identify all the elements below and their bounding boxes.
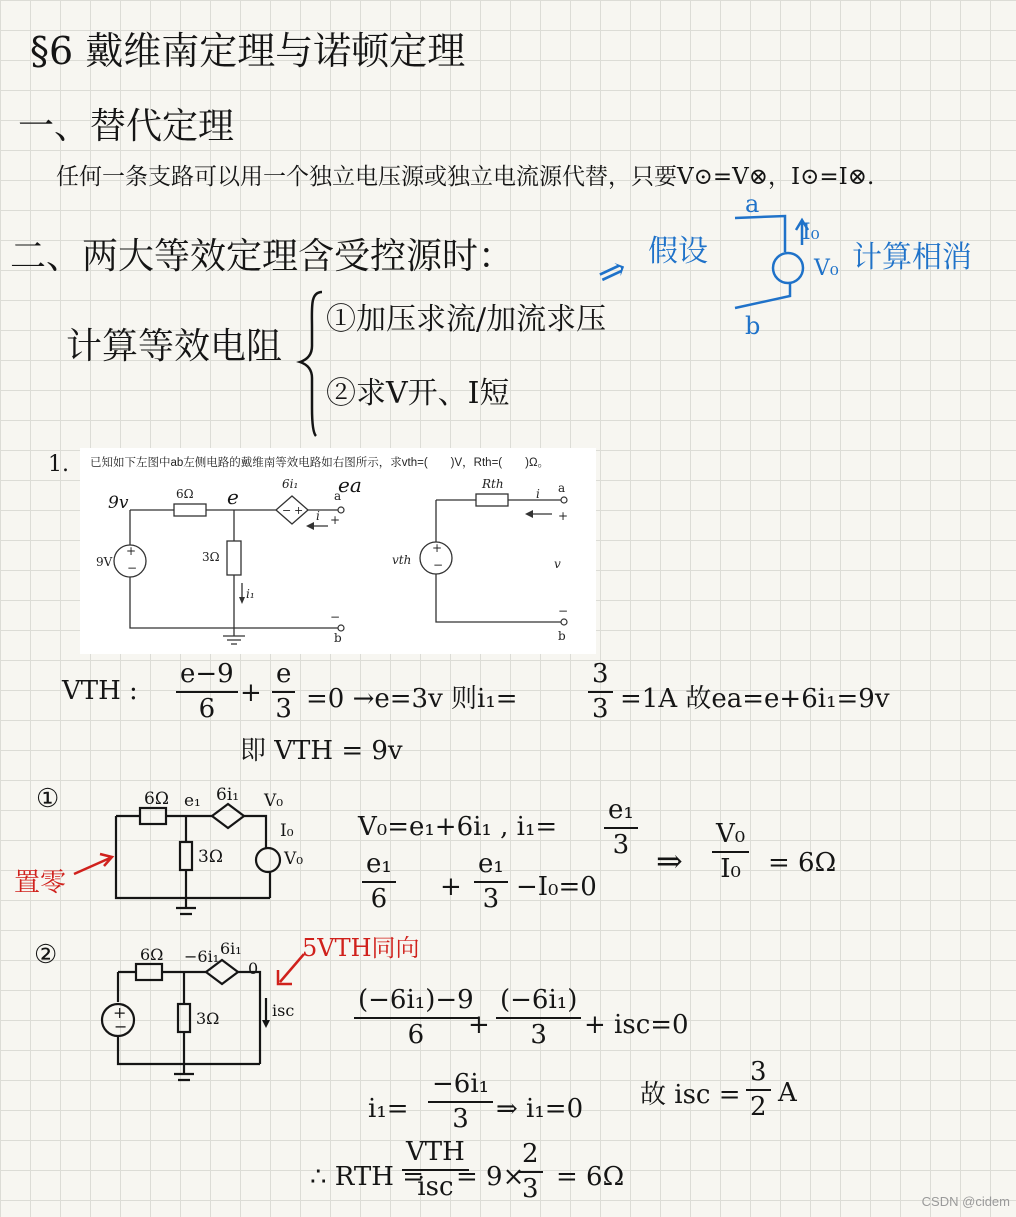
step1-res-den: I₀ (720, 853, 741, 884)
hw-9v: 9v (108, 493, 129, 513)
vth-frac1-num: e−9 (176, 660, 238, 693)
step1-eq2-plus: + (440, 872, 462, 902)
vth-frac2-num: e (272, 660, 295, 693)
step1-eq2-den2: 3 (482, 883, 500, 914)
vth-rest: =0 →e=3v 则i₁= (306, 684, 518, 714)
step2-eq-den2: 3 (530, 1019, 547, 1050)
left-circuit (114, 496, 341, 644)
step2-isc-frac (746, 1058, 771, 1121)
rth-den: isc (417, 1171, 454, 1202)
s1-ccvs: 6i₁ (216, 785, 240, 805)
s1-node: e₁ (184, 791, 201, 811)
step1-circuit (110, 784, 310, 924)
rth-num2: 2 (518, 1140, 543, 1173)
vth-rest2: =1A 故ea=e+6i₁=9v (620, 684, 890, 714)
s1-r1: 6Ω (144, 789, 169, 809)
s2-plus: + (113, 1003, 127, 1022)
s2-ccvs: 6i₁ (220, 940, 242, 958)
vth-label: VTH : (62, 676, 138, 706)
step1-eq1-num: e₁ (604, 796, 638, 829)
s2-minus: − (114, 1017, 128, 1036)
s1-i0: I₀ (280, 821, 294, 841)
step1-eq1: V₀=e₁+6i₁ , i₁= (358, 812, 558, 842)
watermark: CSDN @cidem (921, 1194, 1010, 1209)
rth-mid: = 9× (456, 1162, 525, 1192)
page-title: §6 戴维南定理与诺顿定理 (30, 29, 466, 73)
left-node-a: a (334, 489, 342, 503)
s2-zero: 0 (248, 959, 259, 978)
step2-i1-num: −6i₁ (428, 1070, 493, 1103)
problem-panel (80, 448, 596, 654)
arrow-icon: ⇒ (590, 247, 634, 297)
step2-note: 5VTH同向 (302, 934, 420, 962)
s2-r2: 3Ω (196, 1009, 220, 1028)
method-1: ①加压求流/加流求压 (326, 302, 607, 337)
assume-label: 假设 (648, 234, 708, 269)
right-minus: − (558, 604, 569, 618)
zero-label: 置零 (14, 868, 67, 898)
left-ccvs-label: 6i₁ (282, 477, 299, 491)
right-rth-label: Rth (482, 477, 504, 491)
step1-eq2-frac2 (474, 850, 508, 913)
step2-isc-unit: A (778, 1078, 797, 1108)
section2-heading: 二、两大等效定理含受控源时： (10, 236, 515, 277)
left-plus-src: + (126, 544, 137, 558)
hw-ea: ea (338, 473, 362, 497)
step2-i1-left: i₁= (368, 1094, 409, 1124)
problem-question: 已知如下左图中ab左侧电路的戴维南等效电路如右图所示，求vth=( )V，Rth=( )Ω。 (90, 457, 550, 469)
step1-eq2-den1: 6 (370, 883, 388, 914)
section1-heading: 一、替代定理 (18, 106, 235, 147)
right-node-a: a (558, 481, 566, 495)
right-v-label: v (554, 557, 561, 571)
right-plus: + (558, 509, 569, 523)
step2-isc-den: 2 (750, 1091, 767, 1122)
problem-number: 1. (48, 452, 69, 477)
left-ccvs-plus: + (294, 504, 304, 517)
step1-implies: ⇒ (656, 842, 683, 880)
step1-marker: ① (36, 784, 60, 814)
left-i1-label: i₁ (246, 587, 255, 601)
side-node-b: b (745, 312, 761, 340)
vth-frac3 (588, 660, 613, 723)
step2-isc-num: 3 (746, 1058, 771, 1091)
s1-src: V₀ (284, 849, 304, 869)
side-node-a: a (745, 190, 760, 218)
right-plus-src: + (432, 541, 443, 555)
step1-res-val: = 6Ω (768, 848, 837, 878)
resistance-label: 计算等效电阻 (66, 326, 283, 367)
left-minus: − (330, 610, 341, 624)
step2-eq-rest: + isc=0 (584, 1010, 689, 1040)
step1-eq2-rest: −I₀=0 (516, 872, 597, 902)
rth-left: ∴ RTH = (310, 1162, 424, 1192)
right-minus-src: − (433, 558, 444, 572)
step2-eq-frac1 (354, 986, 478, 1049)
step2-marker: ② (34, 940, 58, 970)
step2-circuit (100, 940, 310, 1090)
rth-end: = 6Ω (556, 1162, 625, 1192)
side-voltage: V₀ (814, 256, 839, 281)
s1-v0: V₀ (264, 791, 284, 811)
step2-i1-frac (428, 1070, 493, 1133)
step2-i1-den: 3 (452, 1103, 469, 1134)
brace-icon (296, 288, 326, 438)
s2-isc: isc (272, 1001, 295, 1020)
vth-frac2-den: 3 (275, 693, 292, 724)
left-node-b: b (334, 631, 342, 645)
hw-node-e: e (227, 485, 239, 509)
method-2: ②求V开、I短 (326, 376, 510, 411)
side-current: I₀ (802, 220, 820, 245)
step1-result-frac (712, 820, 749, 883)
s2-node: −6i₁ (184, 947, 220, 966)
step2-isc-text: 故 isc = (640, 1080, 741, 1110)
side-result: 计算相消 (852, 240, 972, 275)
left-r1-label: 6Ω (176, 487, 194, 501)
vth-frac3-num: 3 (588, 660, 613, 693)
step1-eq2-num2: e₁ (474, 850, 508, 883)
left-source-label: 9V (96, 555, 113, 569)
left-minus-src: − (127, 561, 138, 575)
vth-frac1-den: 6 (198, 693, 216, 724)
step2-plus: + (468, 1010, 490, 1040)
vth-plus: + (240, 678, 262, 708)
right-node-b: b (558, 629, 566, 643)
step2-i1-rest: ⇒ i₁=0 (496, 1094, 584, 1124)
left-ccvs-minus: − (282, 504, 292, 517)
right-i-label: i (536, 487, 540, 501)
left-plus: + (330, 513, 341, 527)
right-vth-label: vth (392, 553, 412, 567)
step1-res-num: V₀ (712, 820, 749, 853)
rth-num: VTH (402, 1138, 469, 1171)
step2-eq-den1: 6 (407, 1019, 425, 1050)
step1-eq1-frac (604, 796, 638, 859)
left-i-label: i (316, 509, 320, 523)
s2-r1: 6Ω (140, 945, 164, 964)
step1-eq1-den: 3 (612, 829, 630, 860)
rth-frac2 (518, 1140, 543, 1203)
step2-eq-frac2 (496, 986, 581, 1049)
step1-eq2-frac1 (362, 850, 396, 913)
vth-frac1 (176, 660, 238, 723)
vth-conclusion: 即 VTH = 9v (240, 736, 403, 766)
left-r2-label: 3Ω (202, 550, 220, 564)
step2-eq-num2: (−6i₁) (496, 986, 581, 1019)
step1-eq2-num1: e₁ (362, 850, 396, 883)
vth-frac3-den: 3 (592, 693, 609, 724)
s1-r2: 3Ω (198, 847, 223, 867)
vth-frac2 (272, 660, 295, 723)
rth-den2: 3 (522, 1173, 539, 1204)
step2-eq-num1: (−6i₁)−9 (354, 986, 478, 1019)
section1-body: 任何一条支路可以用一个独立电压源或独立电流源代替，只要V⊙=V⊗，I⊙=I⊗. (56, 164, 875, 190)
